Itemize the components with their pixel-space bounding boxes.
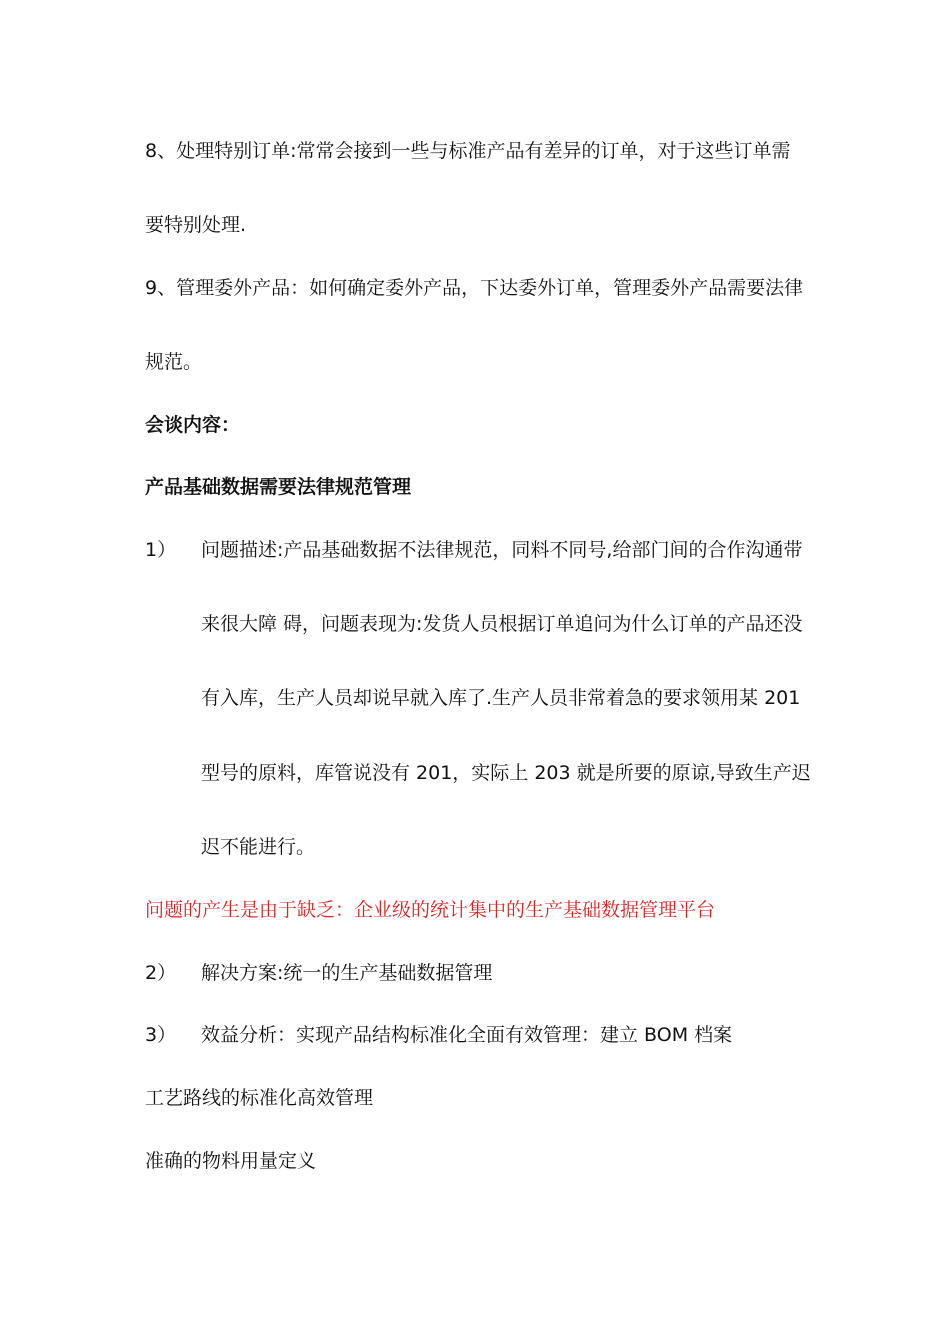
point-1-line-1: 问题描述:产品基础数据不法律规范，同料不同号,给部门间的合作沟通带 [201,539,803,561]
item-9-line-1: 9、管理委外产品：如何确定委外产品，下达委外订单，管理委外产品需要法律 [145,277,804,299]
point-3-number: 3） [145,1024,177,1046]
point-1-number: 1） [145,539,177,561]
item-8-line-2: 要特别处理. [145,214,247,236]
item-8-line-1: 8、处理特别订单:常常会接到一些与标准产品有差异的订单，对于这些订单需 [145,140,791,162]
item-9-line-2: 规范。 [145,351,203,373]
point-2-number: 2） [145,962,177,984]
point-3-line-1: 效益分析：实现产品结构标准化全面有效管理：建立 BOM 档案 [201,1024,733,1046]
section-heading: 产品基础数据需要法律规范管理 [145,476,412,498]
point-2-line-1: 解决方案:统一的生产基础数据管理 [201,962,493,984]
point-1-line-5: 迟不能进行。 [201,836,316,858]
red-note: 问题的产生是由于缺乏：企业级的统计集中的生产基础数据管理平台 [145,899,716,921]
point-1-line-2: 来很大障 碍，问题表现为:发货人员根据订单追问为什么订单的产品还没 [201,613,803,635]
point-1-line-3: 有入库，生产人员却说早就入库了.生产人员非常着急的要求领用某 201 [201,687,801,709]
tail-line-1: 工艺路线的标准化高效管理 [145,1087,374,1109]
point-1-line-4: 型号的原料，库管说没有 201，实际上 203 就是所要的原谅,导致生产迟 [201,762,811,784]
meeting-heading: 会谈内容： [145,414,241,436]
tail-line-2: 准确的物料用量定义 [145,1150,317,1172]
